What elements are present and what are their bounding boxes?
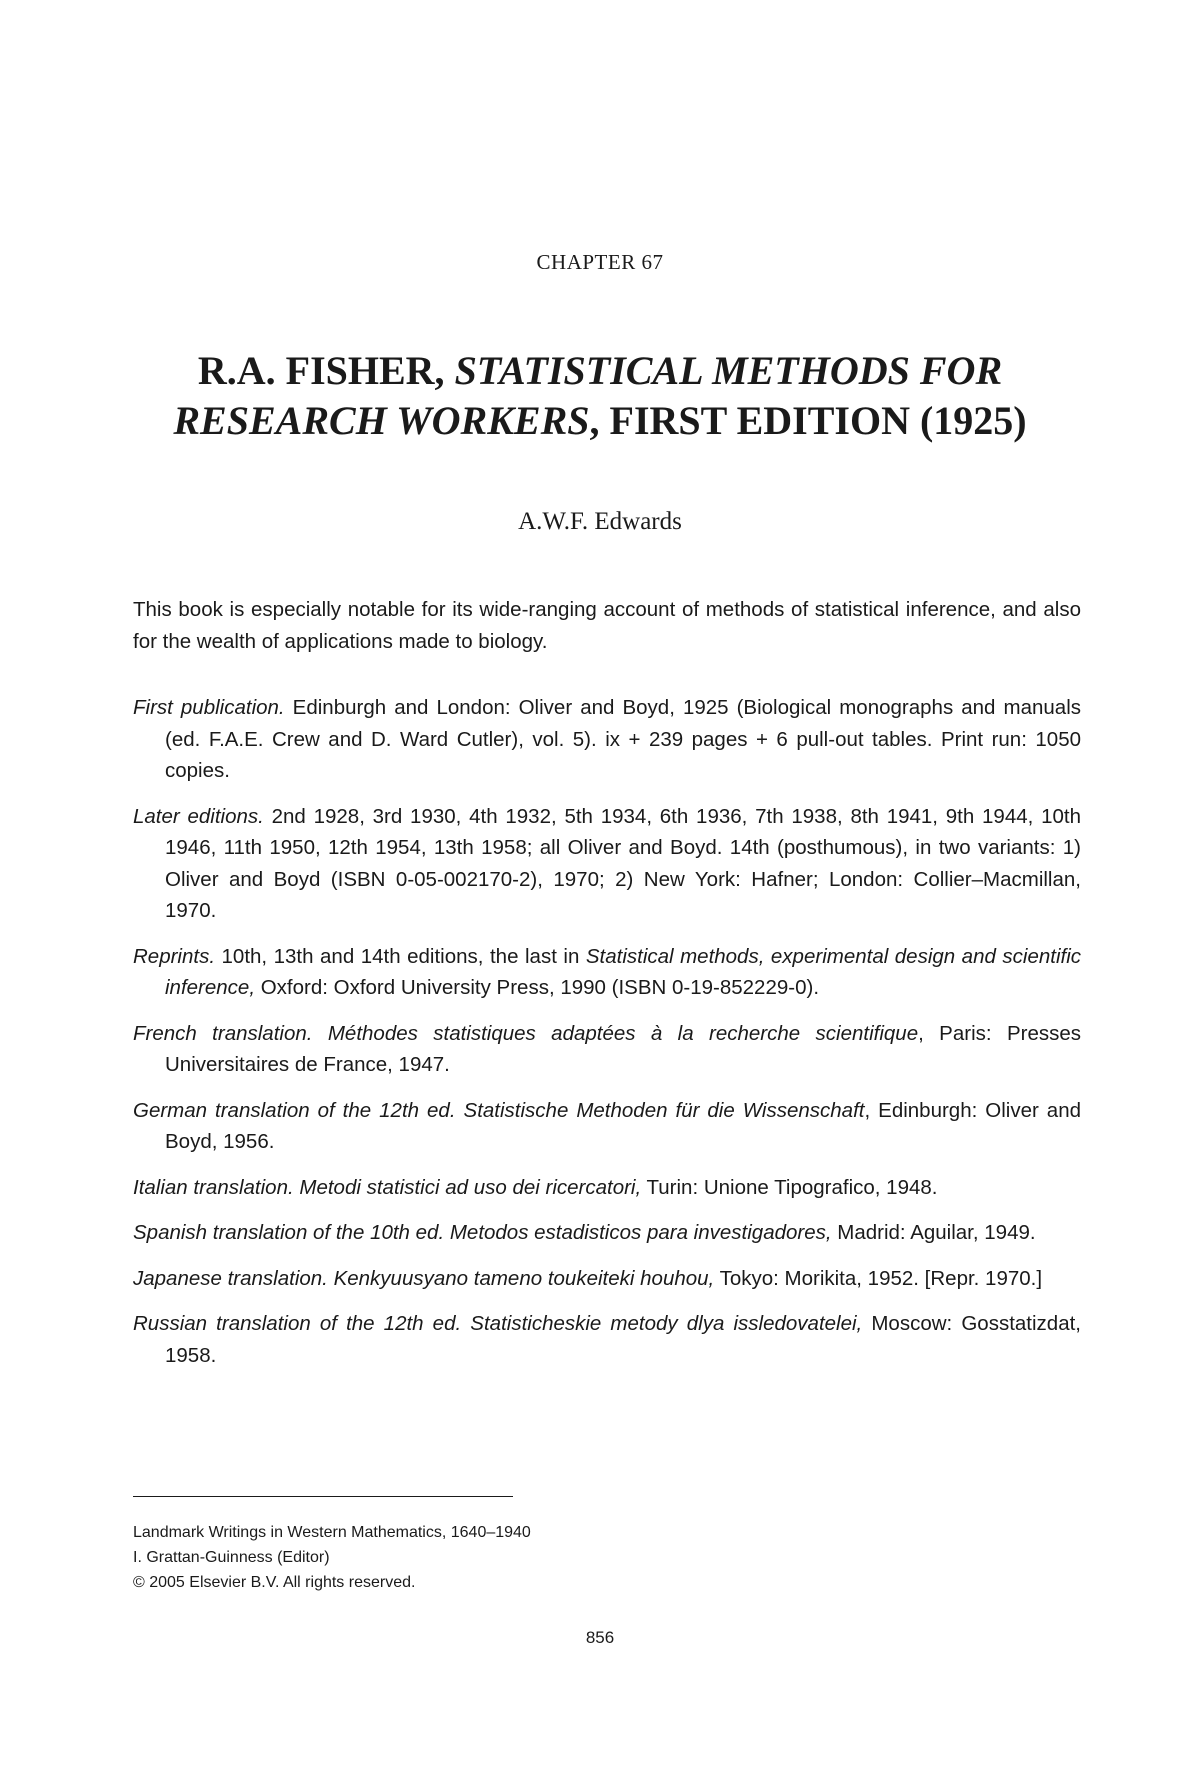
entry-japanese-translation [133,1263,1081,1295]
entry-german-translation [133,1095,1081,1158]
footnote-copyright: © 2005 Elsevier B.V. All rights reserved. [133,1574,416,1591]
entry-lead: French translation. [133,1021,313,1045]
entry-text-2: Turin: Unione Tipografico, 1948. [641,1175,938,1199]
chapter-title [120,346,1080,446]
entry-lead: Later editions. [133,804,264,828]
entry-lead: Italian translation. [133,1175,294,1199]
entry-lead: Spanish translation of the 10th ed. [133,1221,445,1244]
intro-paragraph: This book is especially notable for its wide-ranging account of methods of statistical inference, and also for the wealth of applications made to biology. [133,598,1081,653]
entry-lead: First publication. [133,696,285,719]
entry-text: Edinburgh and London: Oliver and Boyd, 1925 (Biological monographs and manuals (ed. F.A.E. Crew and D. Ward Cutler), vol. 5). ix + 239 pages + 6 pull-out tables. Print run: 1050 copies. [165,696,1081,782]
footnote-divider [133,1496,513,1497]
bibliography-list [133,692,1081,1385]
entry-lead: Reprints. [133,944,216,968]
entry-italic-title: Statistische Methoden für die Wissenschaft [455,1098,865,1122]
title-italic-1: STATISTICAL METHODS FOR [454,348,1003,393]
entry-lead: Japanese translation. [133,1266,328,1290]
entry-text-2: , Edinburgh: Oliver and Boyd, 1956. [165,1098,1082,1153]
entry-text: 2nd 1928, 3rd 1930, 4th 1932, 5th 1934, 6th 1936, 7th 1938, 8th 1941, 9th 1944, 10th 1946, 11th 1950, 12th 1954, 13th 1958; all Oliver and Boyd. 14th (posthumous), in two variants: 1) Oliver and Boyd (ISBN 0-05-002170-2), 1970; 2) New York: Hafner; London: Collier–Macmillan, 1970. [165,804,1081,922]
entry-text-2: Madrid: Aguilar, 1949. [831,1221,1036,1244]
entry-spanish-translation [133,1217,1081,1249]
footnote-editor: I. Grattan-Guinness (Editor) [133,1549,330,1566]
entry-lead: Russian translation of the 12th ed. [133,1312,462,1335]
entry-first-publication [133,692,1081,787]
page-number: 856 [585,1628,615,1647]
title-italic-2: RESEARCH WORKERS [173,398,590,443]
entry-russian-translation [133,1308,1081,1371]
entry-text-2: Oxford: Oxford University Press, 1990 (ISBN 0-19-852229-0). [255,976,820,999]
title-part-2: , FIRST EDITION (1925) [589,398,1027,443]
entry-italic-title: Metodos estadisticos para investigadores, [444,1221,832,1244]
entry-italic-title: Statisticheskie metody dlya issledovatelei, [461,1312,863,1335]
entry-italic-title: Kenkyuusyano tameno toukeiteki houhou, [327,1266,715,1290]
entry-italian-translation [133,1172,1081,1204]
entry-french-translation [133,1018,1081,1081]
entry-later-editions [133,801,1081,927]
entry-italic-title: Metodi statistici ad uso dei ricercatori, [293,1175,642,1199]
entry-lead: German translation of the 12th ed. [133,1098,456,1122]
title-part-1: R.A. FISHER, [197,348,455,393]
entry-italic-title: Statistical methods, experimental design and scientific inference, [165,944,1081,999]
chapter-label: CHAPTER 67 [536,250,664,274]
entry-text-2: Moscow: Gosstatizdat, 1958. [165,1312,1081,1367]
footnote [133,1520,833,1595]
author: A.W.F. Edwards [518,508,682,535]
entry-text-2: Tokyo: Morikita, 1952. [Repr. 1970.] [714,1266,1043,1290]
entry-text: 10th, 13th and 14th editions, the last in [215,944,586,968]
entry-reprints [133,941,1081,1004]
entry-italic-title: Méthodes statistiques adaptées à la recherche scientifique [312,1021,919,1045]
footnote-book-title: Landmark Writings in Western Mathematics, 1640–1940 [133,1524,531,1541]
entry-text-2: , Paris: Presses Universitaires de France, 1947. [165,1021,1082,1076]
